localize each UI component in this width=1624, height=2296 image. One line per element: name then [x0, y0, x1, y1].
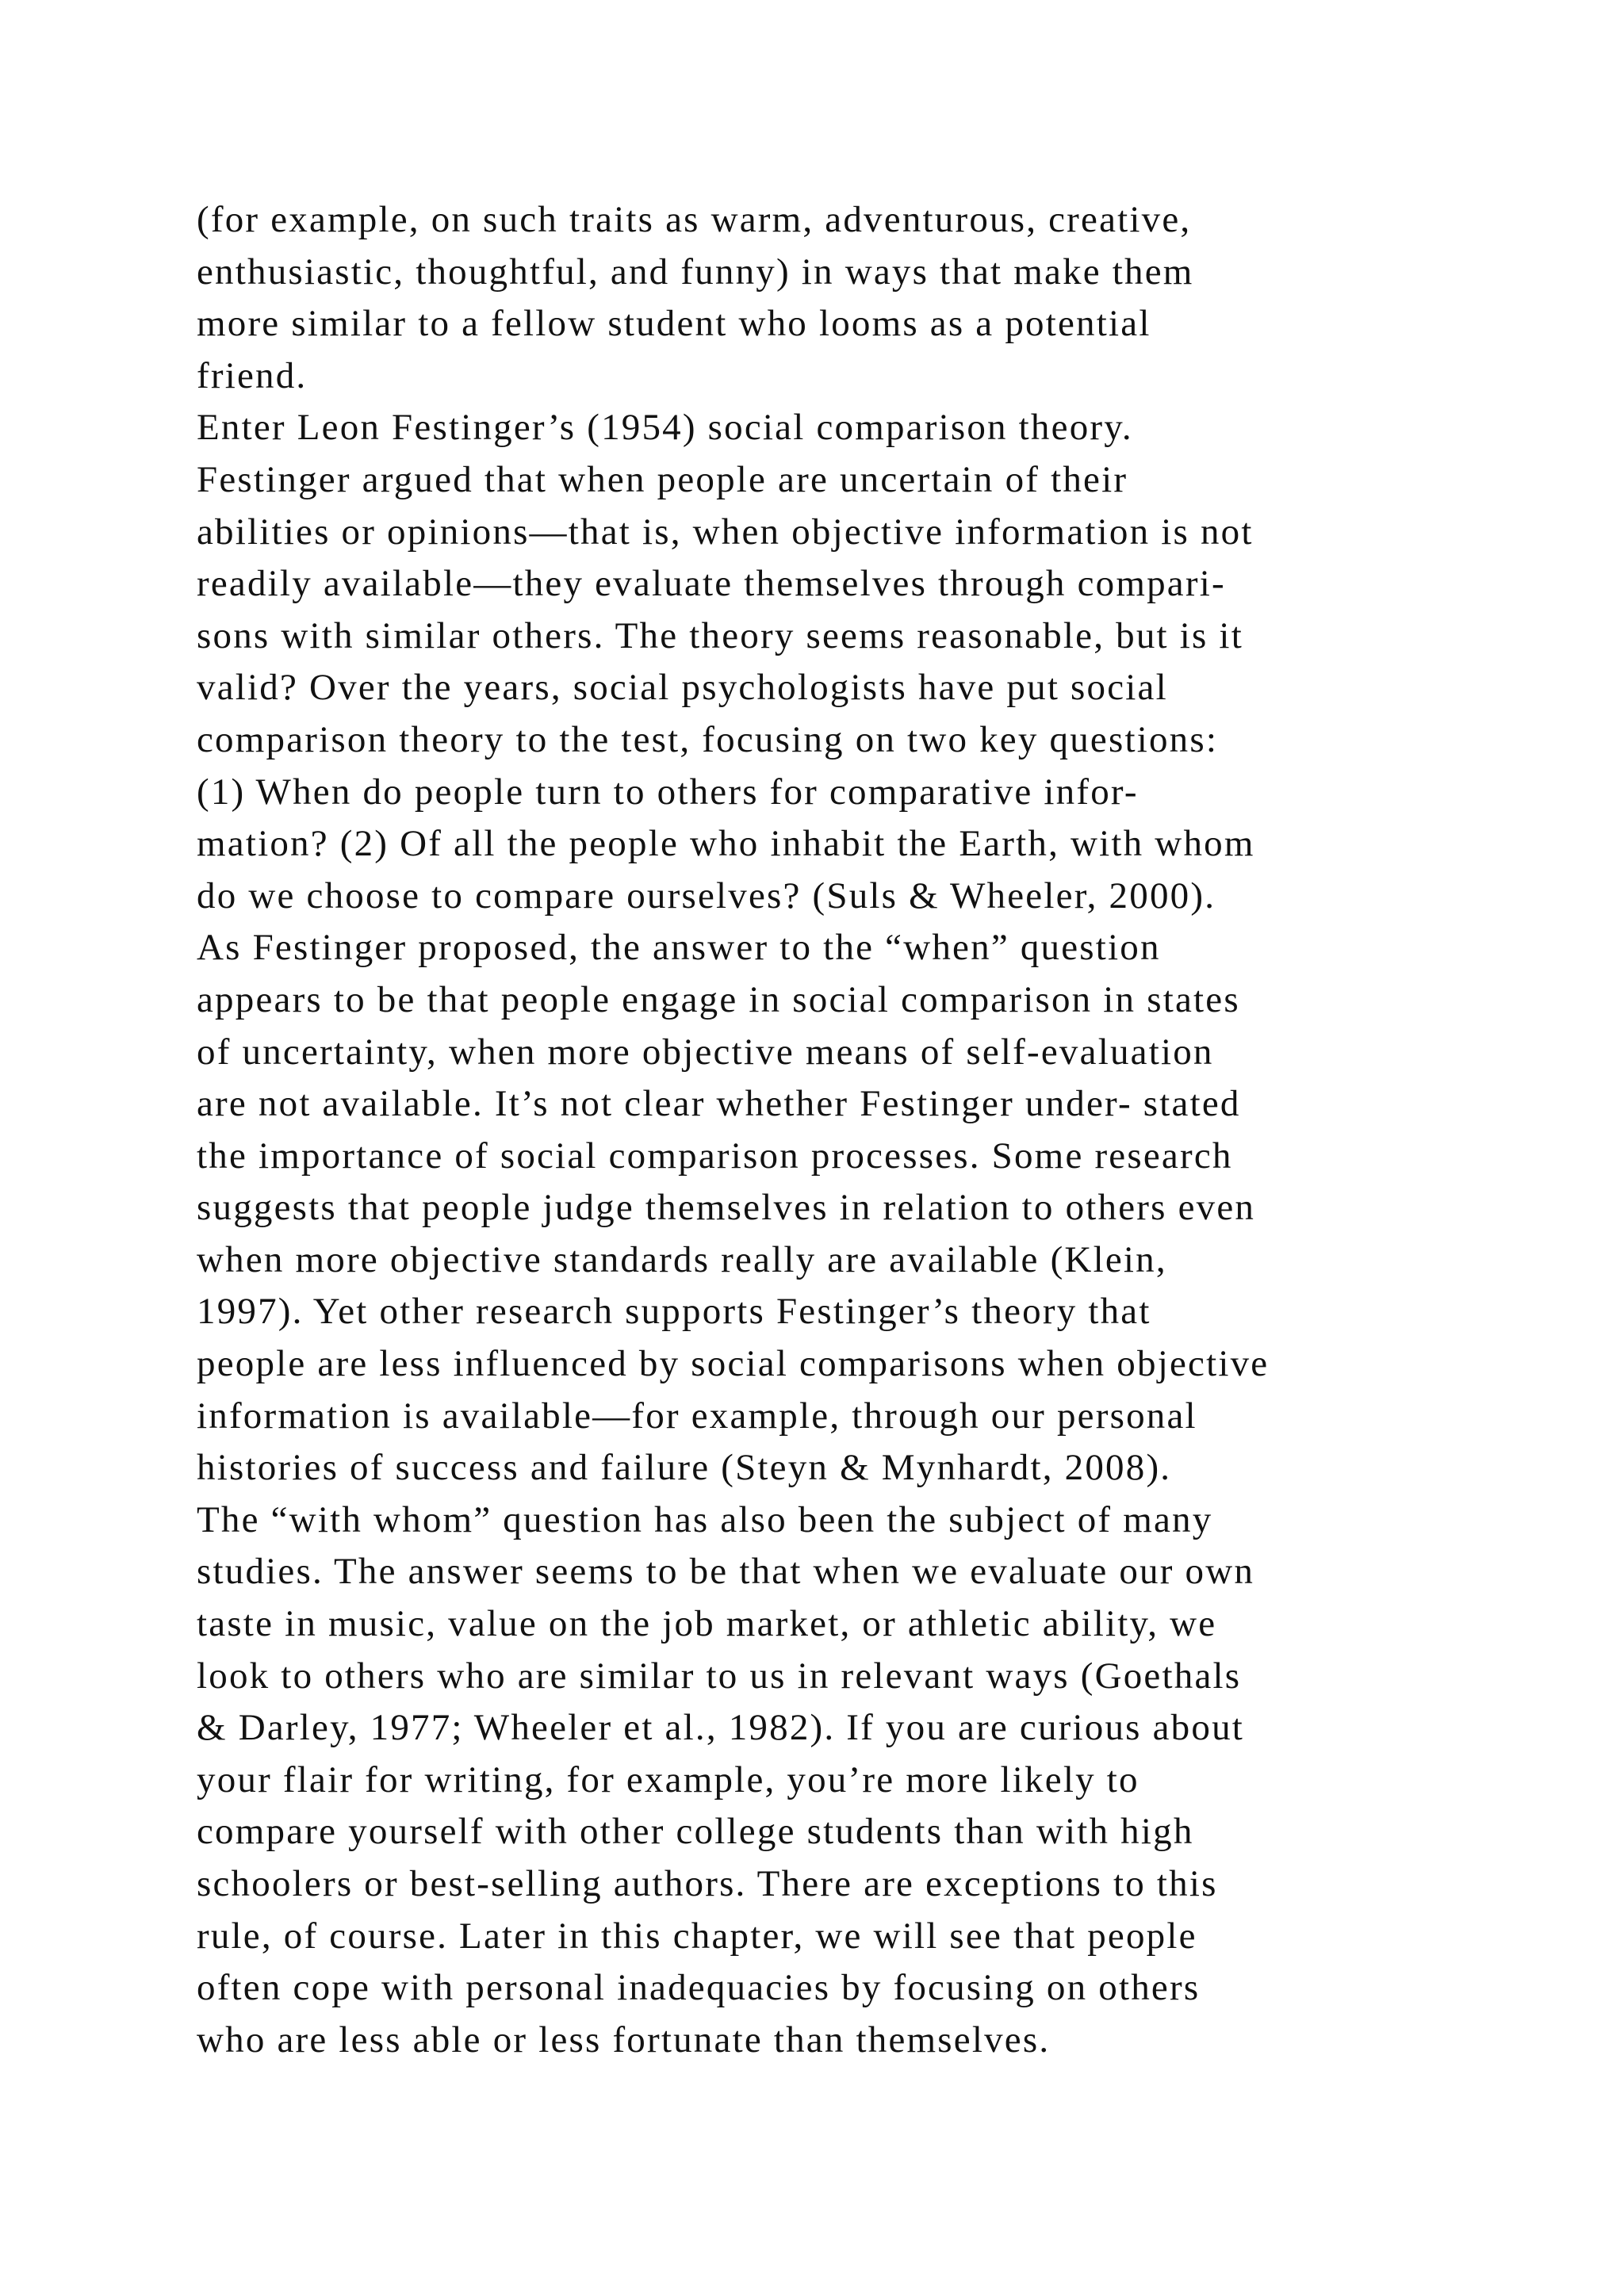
text-line: often cope with personal inadequacies by focusing on others: [197, 1967, 1201, 2009]
text-line: 1997). Yet other research supports Festinger’s theory that: [197, 1291, 1151, 1333]
text-line: The “with whom” question has also been the subject of many: [197, 1498, 1213, 1540]
text-line: suggests that people judge themselves in relation to others even: [197, 1187, 1256, 1229]
text-line: are not available. It’s not clear whether Festinger under- stated: [197, 1083, 1241, 1125]
text-line: the importance of social comparison processes. Some research: [197, 1135, 1233, 1177]
text-line: look to others who are similar to us in relevant ways (Goethals: [197, 1655, 1242, 1697]
text-line: enthusiastic, thoughtful, and funny) in ways that make them: [197, 251, 1194, 293]
text-line: who are less able or less fortunate than themselves.: [197, 2019, 1051, 2061]
text-line: sons with similar others. The theory seems reasonable, but is it: [197, 614, 1243, 656]
text-line: histories of success and failure (Steyn & Mynhardt, 2008).: [197, 1447, 1172, 1489]
text-line: comparison theory to the test, focusing on two key questions:: [197, 718, 1219, 760]
text-line: Enter Leon Festinger’s (1954) social comparison theory.: [197, 407, 1133, 449]
text-line: of uncertainty, when more objective means of self-evaluation: [197, 1031, 1214, 1073]
body-text: [197, 194, 1497, 2066]
text-line: readily available—they evaluate themselves through compari-: [197, 563, 1226, 605]
text-line: do we choose to compare ourselves? (Suls & Wheeler, 2000).: [197, 874, 1216, 916]
text-line: valid? Over the years, social psychologists have put social: [197, 667, 1168, 709]
text-line: (for example, on such traits as warm, adventurous, creative,: [197, 199, 1192, 240]
text-line: friend.: [197, 354, 308, 396]
text-line: your flair for writing, for example, you’re more likely to: [197, 1758, 1139, 1800]
text-line: when more objective standards really are available (Klein,: [197, 1238, 1167, 1280]
text-line: schoolers or best-selling authors. There are exceptions to this: [197, 1863, 1218, 1904]
text-line: mation? (2) Of all the people who inhabit the Earth, with whom: [197, 823, 1255, 865]
text-line: Festinger argued that when people are uncertain of their: [197, 458, 1128, 500]
text-line: more similar to a fellow student who looms as a potential: [197, 303, 1151, 345]
text-line: compare yourself with other college students than with high: [197, 1811, 1194, 1853]
text-line: studies. The answer seems to be that when we evaluate our own: [197, 1551, 1255, 1593]
text-line: abilities or opinions—that is, when objective information is not: [197, 511, 1254, 553]
text-line: & Darley, 1977; Wheeler et al., 1982). If you are curious about: [197, 1707, 1245, 1749]
text-line: taste in music, value on the job market, or athletic ability, we: [197, 1603, 1217, 1645]
text-line: rule, of course. Later in this chapter, we will see that people: [197, 1915, 1197, 1957]
text-line: (1) When do people turn to others for comparative infor-: [197, 771, 1139, 813]
text-line: information is available—for example, through our personal: [197, 1395, 1197, 1437]
text-line: As Festinger proposed, the answer to the “when” question: [197, 927, 1161, 969]
text-line: people are less influenced by social comparisons when objective: [197, 1343, 1270, 1385]
text-line: appears to be that people engage in social comparison in states: [197, 978, 1240, 1020]
